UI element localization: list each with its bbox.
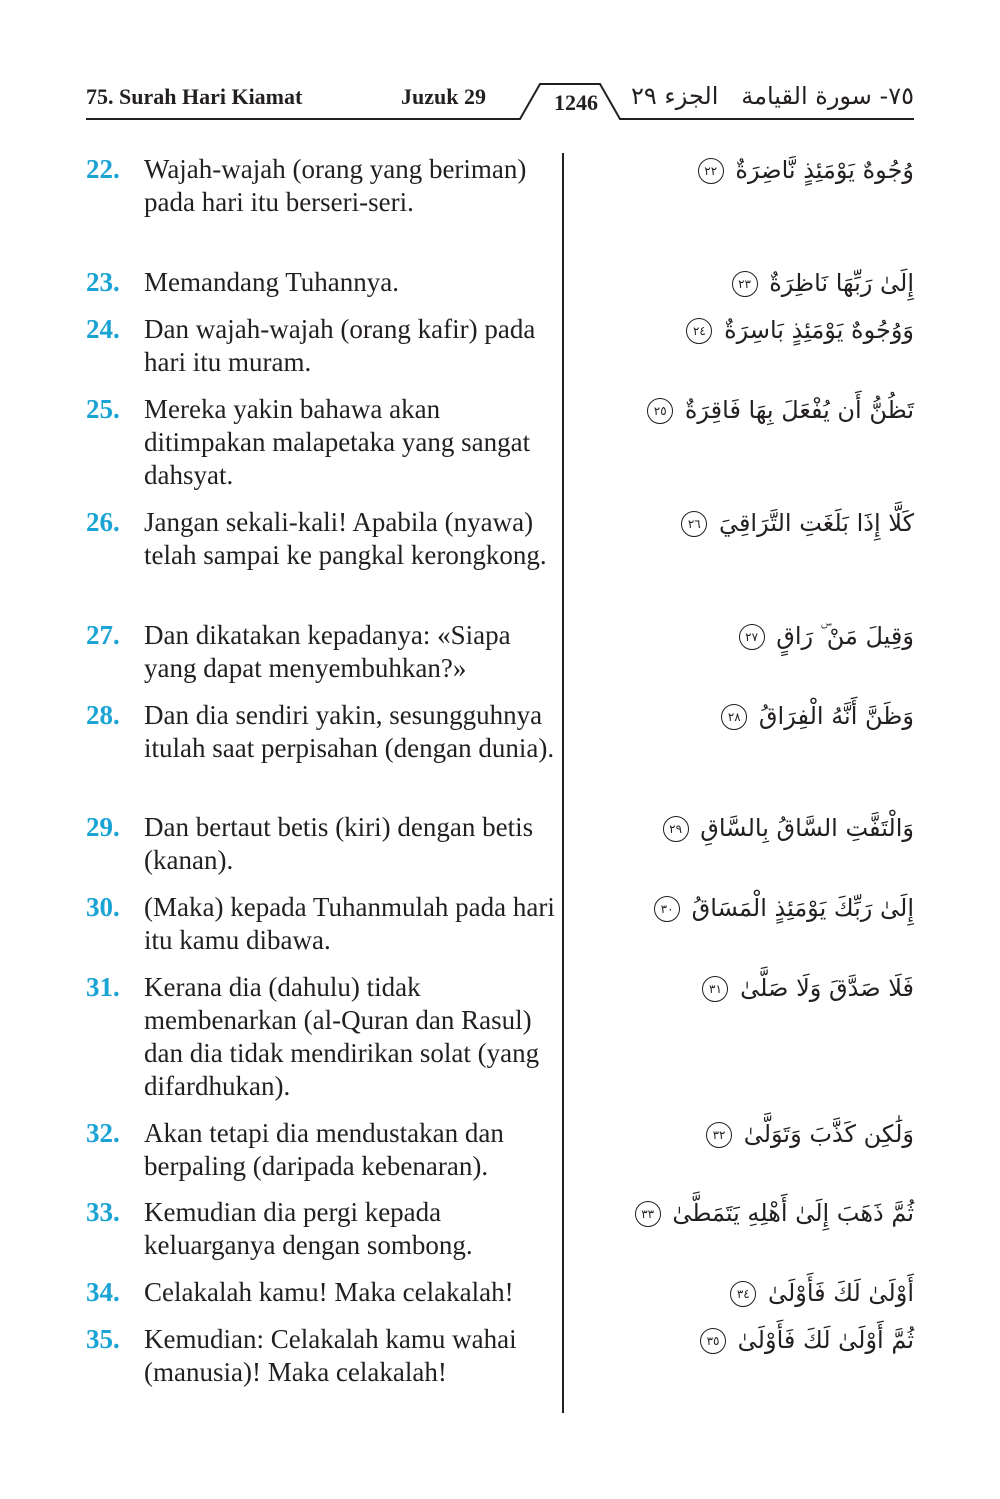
verse-arabic: وَوُجُوهٌ يَوْمَئِذٍ بَاسِرَةٌ ٢٤ (686, 315, 914, 345)
column-divider (562, 153, 564, 1413)
ayah-number-medallion: ٣٥ (700, 1328, 726, 1354)
verse-translation: Dan wajah-wajah (orang kafir) pada hari itu muram. (144, 314, 536, 377)
verse-arabic: إِلَىٰ رَبِّهَا نَاظِرَةٌ ٢٣ (732, 268, 914, 298)
ayah-number-medallion: ٢٦ (681, 511, 707, 537)
verse-number: 32. (86, 1118, 120, 1148)
verse-number: 28. (86, 700, 120, 730)
ayah-number-medallion: ٣١ (702, 976, 728, 1002)
ayah-number-medallion: ٢٩ (663, 816, 689, 842)
verse-translation: Mereka yakin bahawa akan ditimpakan malapetaka yang sangat dahsyat. (144, 394, 531, 490)
verse-arabic: تَظُنُّ أَن يُفْعَلَ بِهَا فَاقِرَةٌ ٢٥ (647, 395, 914, 425)
page-header (86, 78, 914, 124)
verse-arabic: إِلَىٰ رَبِّكَ يَوْمَئِذٍ الْمَسَاقُ ٣٠ (654, 893, 914, 923)
page-number: 1246 (554, 90, 598, 115)
juz-arabic: الجزء ٢٩ (631, 82, 719, 110)
ayah-number-medallion: ٣٠ (654, 896, 680, 922)
verse-arabic: وَقِيلَ مَنْ ۜ رَاقٍ ٢٧ (739, 621, 914, 651)
verse-number: 22. (86, 154, 120, 184)
verse-arabic: وُجُوهٌ يَوْمَئِذٍ نَّاضِرَةٌ ٢٢ (698, 155, 914, 185)
verse-number: 29. (86, 812, 120, 842)
verse-arabic: ثُمَّ ذَهَبَ إِلَىٰ أَهْلِهِ يَتَمَطَّىٰ ٣٣ (635, 1198, 914, 1228)
verse-translation: Akan tetapi dia mendustakan dan berpaling (daripada kebenaran). (144, 1118, 504, 1181)
verse-translation: Memandang Tuhannya. (144, 267, 399, 297)
verse-number: 23. (86, 267, 120, 297)
verse-translation: Dan bertaut betis (kiri) dengan betis (kanan). (144, 812, 534, 875)
verse-translation: Jangan sekali-kali! Apabila (nyawa) telah sampai ke pangkal kerongkong. (144, 507, 547, 570)
verse-translation: Kemudian: Celakalah kamu wahai (manusia)! Maka celakalah! (144, 1324, 517, 1387)
verse-translation: Celakalah kamu! Maka celakalah! (144, 1277, 514, 1307)
surah-title-latin: 75. Surah Hari Kiamat (86, 84, 303, 109)
verse-number: 31. (86, 972, 120, 1002)
verse-translation: Dan dikatakan kepadanya: «Siapa yang dapat menyembuhkan?» (144, 620, 511, 683)
verse-arabic: ثُمَّ أَوْلَىٰ لَكَ فَأَوْلَىٰ ٣٥ (700, 1325, 914, 1355)
ayah-number-medallion: ٢٢ (698, 158, 724, 184)
verse-arabic: وَلَٰكِن كَذَّبَ وَتَوَلَّىٰ ٣٢ (706, 1119, 914, 1149)
juzuk-label: Juzuk 29 (401, 84, 486, 109)
ayah-number-medallion: ٣٣ (635, 1201, 661, 1227)
verse-arabic: وَالْتَفَّتِ السَّاقُ بِالسَّاقِ ٢٩ (663, 813, 914, 843)
verse-number: 35. (86, 1324, 120, 1354)
verse-translation: Kerana dia (dahulu) tidak membenarkan (al-Quran dan Rasul) dan dia tidak mendirikan solat (yang difardhukan). (144, 972, 540, 1101)
verse-number: 25. (86, 394, 120, 424)
verse-arabic: أَوْلَىٰ لَكَ فَأَوْلَىٰ ٣٤ (730, 1278, 914, 1308)
verse-arabic: فَلَا صَدَّقَ وَلَا صَلَّىٰ ٣١ (702, 973, 914, 1003)
surah-title-arabic: ٧٥- سورة القيامة (741, 82, 914, 110)
ayah-number-medallion: ٣٤ (730, 1281, 756, 1307)
verse-number: 24. (86, 314, 120, 344)
ayah-number-medallion: ٢٧ (739, 624, 765, 650)
ayah-number-medallion: ٢٥ (647, 398, 673, 424)
verse-number: 26. (86, 507, 120, 537)
verse-translation: Dan dia sendiri yakin, sesungguhnya itulah saat perpisahan (dengan dunia). (144, 700, 555, 763)
ayah-number-medallion: ٢٨ (721, 704, 747, 730)
ayah-number-medallion: ٣٢ (706, 1122, 732, 1148)
verse-arabic: وَظَنَّ أَنَّهُ الْفِرَاقُ ٢٨ (721, 701, 914, 731)
verse-number: 34. (86, 1277, 120, 1307)
verse-translation: (Maka) kepada Tuhanmulah pada hari itu kamu dibawa. (144, 892, 555, 955)
verse-arabic: كَلَّا إِذَا بَلَغَتِ التَّرَاقِيَ ٢٦ (681, 508, 914, 538)
verse-translation: Kemudian dia pergi kepada keluarganya dengan sombong. (144, 1197, 473, 1260)
verse-translation: Wajah-wajah (orang yang beriman) pada hari itu berseri-seri. (144, 154, 527, 217)
ayah-number-medallion: ٢٤ (686, 318, 712, 344)
verse-number: 27. (86, 620, 120, 650)
verse-number: 33. (86, 1197, 120, 1227)
ayah-number-medallion: ٢٣ (732, 271, 758, 297)
verse-number: 30. (86, 892, 120, 922)
